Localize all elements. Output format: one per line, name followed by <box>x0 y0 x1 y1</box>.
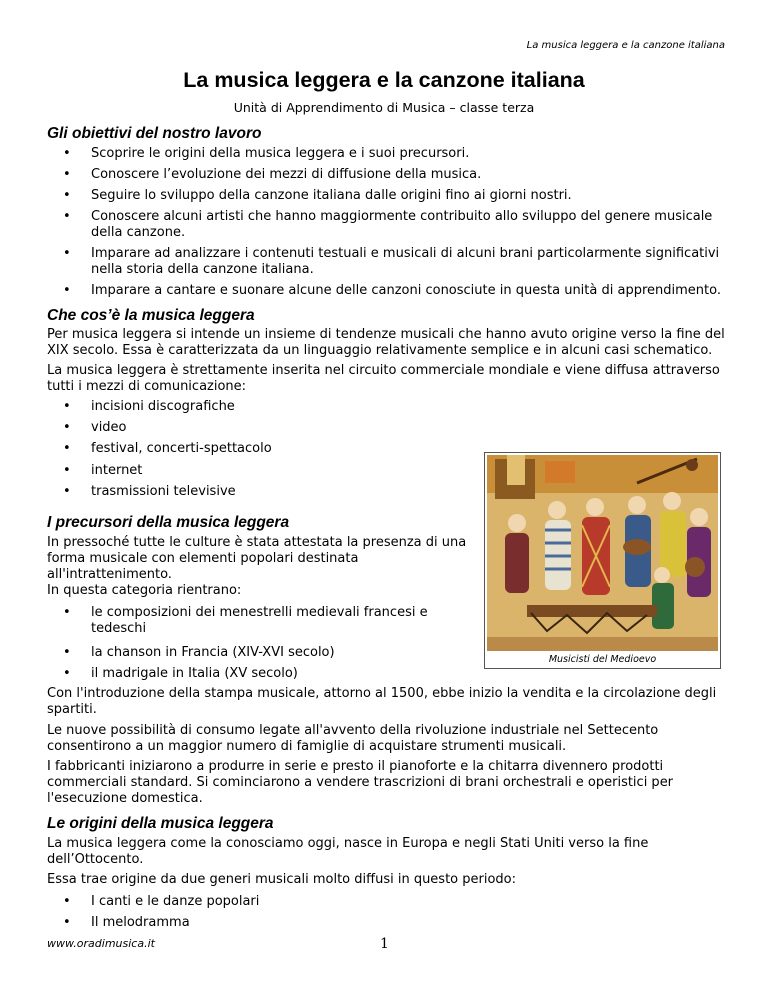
bullet-icon: • <box>63 915 71 930</box>
bullet-icon: • <box>63 420 71 435</box>
bullet-icon: • <box>63 605 71 620</box>
page-subtitle: Unità di Apprendimento di Musica – classe terza <box>233 100 535 115</box>
figure-caption: Musicisti del Medioevo <box>548 654 657 665</box>
list-item-text: Conoscere alcuni artisti che hanno maggiormente contribuito allo sviluppo del genere musicale della canzone. <box>91 209 713 240</box>
list-item-text: incisioni discografiche <box>91 399 235 414</box>
paragraph: Con l'introduzione della stampa musicale, attorno al 1500, ebbe inizio la vendita e la circolazione degli spartiti. <box>47 686 717 717</box>
list-item-text: I canti e le danze popolari <box>91 894 260 909</box>
list-item-text: trasmissioni televisive <box>91 484 236 499</box>
list-item-text: Seguire lo sviluppo della canzone italiana dalle origini fino ai giorni nostri. <box>91 188 572 203</box>
paragraph: Per musica leggera si intende un insieme di tendenze musicali che hanno avuto origine verso la fine del XIX secolo. Essa è caratterizzata da un linguaggio relativamente semplice e in alcuni casi schematico. <box>47 327 725 358</box>
paragraph: I fabbricanti iniziarono a produrre in serie e presto il pianoforte e la chitarra divennero prodotti commerciali standard. Si cominciarono a vendere trascrizioni di brani orchestrali e operistici per l'esecuzione domestica. <box>47 759 674 806</box>
paragraph: Le nuove possibilità di consumo legate all'avvento della rivoluzione industriale nel Settecento consentirono a un maggior numero di famiglie di acquistare strumenti musicali. <box>47 723 659 754</box>
list-item-text: festival, concerti-spettacolo <box>91 441 272 456</box>
paragraph: La musica leggera è strettamente inserita nel circuito commerciale mondiale e viene diffusa attraverso tutti i mezzi di comunicazione: <box>47 363 720 394</box>
bullet-icon: • <box>63 283 71 298</box>
bullet-icon: • <box>63 894 71 909</box>
list-item-text: Scoprire le origini della musica leggera e i suoi precursori. <box>91 146 470 161</box>
list-item-text: Conoscere l’evoluzione dei mezzi di diffusione della musica. <box>91 167 482 182</box>
medieval-musicians-illustration <box>487 455 718 651</box>
paragraph: In questa categoria rientrano: <box>47 583 242 598</box>
paragraph: In pressoché tutte le culture è stata attestata la presenza di una forma musicale con elementi popolari destinata all'intrattenimento. <box>47 535 467 582</box>
paragraph: La musica leggera come la conosciamo oggi, nasce in Europa e negli Stati Uniti verso la fine dell’Ottocento. <box>47 836 649 867</box>
list-item-text: internet <box>91 463 143 478</box>
list-item-text: le composizioni dei menestrelli medievali francesi e tedeschi <box>91 605 428 636</box>
bullet-icon: • <box>63 246 71 261</box>
list-item-text: Imparare ad analizzare i contenuti testuali e musicali di alcuni brani particolarmente significativi nella storia della canzone italiana. <box>91 246 720 277</box>
paragraph: Essa trae origine da due generi musicali molto diffusi in questo periodo: <box>47 872 517 887</box>
page-title: La musica leggera e la canzone italiana <box>183 68 585 92</box>
list-item-text: Il melodramma <box>91 915 190 930</box>
bullet-icon: • <box>63 188 71 203</box>
list-item-text: video <box>91 420 127 435</box>
figure-medieval-musicians <box>484 452 721 669</box>
running-header: La musica leggera e la canzone italiana <box>526 40 725 51</box>
bullet-icon: • <box>63 463 71 478</box>
list-item-text: Imparare a cantare e suonare alcune delle canzoni conosciute in questa unità di apprendimento. <box>91 283 721 298</box>
bullet-icon: • <box>63 441 71 456</box>
section-heading-precursori: I precursori della musica leggera <box>47 514 290 531</box>
bullet-icon: • <box>63 666 71 681</box>
page-number: 1 <box>380 936 389 952</box>
section-heading-origini: Le origini della musica leggera <box>47 815 274 832</box>
section-heading-obiettivi: Gli obiettivi del nostro lavoro <box>47 125 262 142</box>
bullet-icon: • <box>63 399 71 414</box>
list-item-text: il madrigale in Italia (XV secolo) <box>91 666 298 681</box>
bullet-icon: • <box>63 484 71 499</box>
bullet-icon: • <box>63 167 71 182</box>
list-item-text: la chanson in Francia (XIV-XVI secolo) <box>91 645 335 660</box>
bullet-icon: • <box>63 146 71 161</box>
bullet-icon: • <box>63 645 71 660</box>
section-heading-che-cos: Che cos’è la musica leggera <box>47 307 255 324</box>
footer-website: www.oradimusica.it <box>47 937 155 950</box>
bullet-icon: • <box>63 209 71 224</box>
